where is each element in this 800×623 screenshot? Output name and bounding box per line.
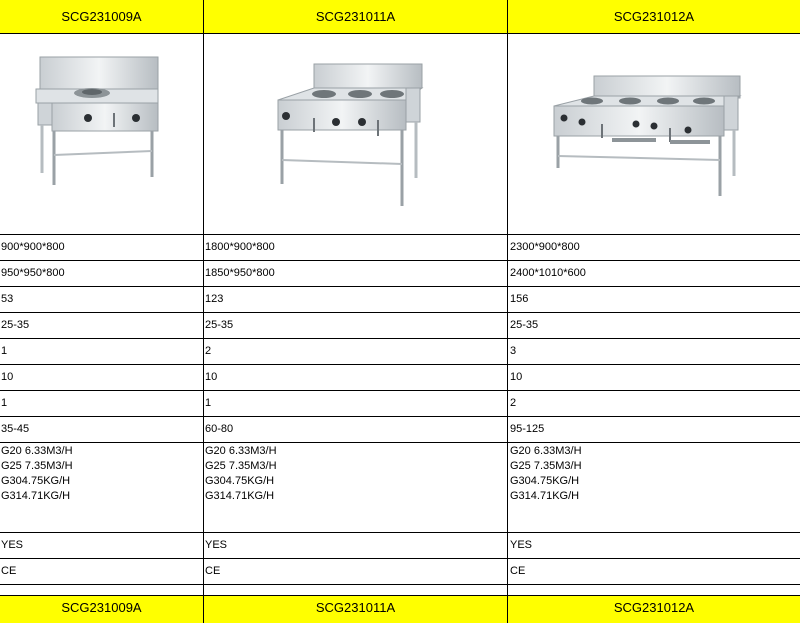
- model-footer-1: SCG231009A: [61, 600, 142, 615]
- gas-line: G20 6.33M3/H: [1, 445, 73, 457]
- rule: [0, 364, 800, 365]
- rule: [0, 286, 800, 287]
- spec-cell: 25-35: [205, 319, 234, 331]
- double-burner-stove-icon: [274, 60, 424, 210]
- triple-burner-stove-icon: [552, 72, 742, 200]
- gas-line: G25 7.35M3/H: [510, 460, 582, 472]
- spec-cell: 123: [205, 293, 224, 305]
- model-header-3: SCG231012A: [613, 9, 695, 24]
- gas-line: G304.75KG/H: [205, 475, 275, 487]
- column-divider: [507, 0, 508, 623]
- spec-cell: 1800*900*800: [205, 241, 275, 253]
- spec-cell: 53: [1, 293, 14, 305]
- spec-cell: 10: [510, 371, 523, 383]
- spec-cell: 60-80: [205, 423, 234, 435]
- model-header-2: SCG231011A: [315, 9, 396, 24]
- gas-line: G20 6.33M3/H: [510, 445, 582, 457]
- yes-cell: YES: [510, 539, 533, 551]
- model-footer-3: SCG231012A: [613, 600, 695, 615]
- rule: [0, 234, 800, 235]
- spec-cell: 10: [1, 371, 14, 383]
- yes-cell: YES: [205, 539, 228, 551]
- gas-line: G25 7.35M3/H: [1, 460, 73, 472]
- gas-line: G304.75KG/H: [510, 475, 580, 487]
- single-burner-stove-icon: [32, 55, 162, 195]
- gas-line: G20 6.33M3/H: [205, 445, 277, 457]
- spec-cell: 1850*950*800: [205, 267, 275, 279]
- ce-cell: CE: [510, 565, 526, 577]
- rule: [0, 416, 800, 417]
- spec-cell: 3: [510, 345, 517, 357]
- spec-cell: 1: [1, 345, 8, 357]
- model-header-1: SCG231009A: [61, 9, 142, 24]
- gas-line: G25 7.35M3/H: [205, 460, 277, 472]
- spec-cell: 25-35: [510, 319, 539, 331]
- ce-cell: CE: [205, 565, 221, 577]
- rule: [0, 558, 800, 559]
- rule: [0, 584, 800, 585]
- rule: [0, 260, 800, 261]
- spec-cell: 2400*1010*600: [510, 267, 586, 279]
- rule: [0, 442, 800, 443]
- spec-cell: 2300*900*800: [510, 241, 580, 253]
- spec-cell: 25-35: [1, 319, 30, 331]
- yes-cell: YES: [1, 539, 24, 551]
- spec-cell: 1: [205, 397, 212, 409]
- rule: [0, 338, 800, 339]
- gas-line: G314.71KG/H: [205, 490, 275, 502]
- column-divider: [203, 0, 204, 623]
- ce-cell: CE: [1, 565, 17, 577]
- gas-line: G314.71KG/H: [1, 490, 71, 502]
- gas-consumption-cell: [1, 444, 73, 504]
- rule: [0, 532, 800, 533]
- spec-cell: 95-125: [510, 423, 545, 435]
- model-footer-2: SCG231011A: [315, 600, 396, 615]
- rule: [0, 312, 800, 313]
- spec-cell: 1: [1, 397, 8, 409]
- spec-cell: 10: [205, 371, 218, 383]
- spec-cell: 950*950*800: [1, 267, 65, 279]
- spec-cell: 35-45: [1, 423, 30, 435]
- gas-line: G314.71KG/H: [510, 490, 580, 502]
- spec-cell: 2: [510, 397, 517, 409]
- gas-consumption-cell: [205, 444, 277, 504]
- gas-line: G304.75KG/H: [1, 475, 71, 487]
- rule: [0, 390, 800, 391]
- spec-cell: 900*900*800: [1, 241, 65, 253]
- spec-cell: 2: [205, 345, 212, 357]
- spec-cell: 156: [510, 293, 529, 305]
- gas-consumption-cell: [510, 444, 582, 504]
